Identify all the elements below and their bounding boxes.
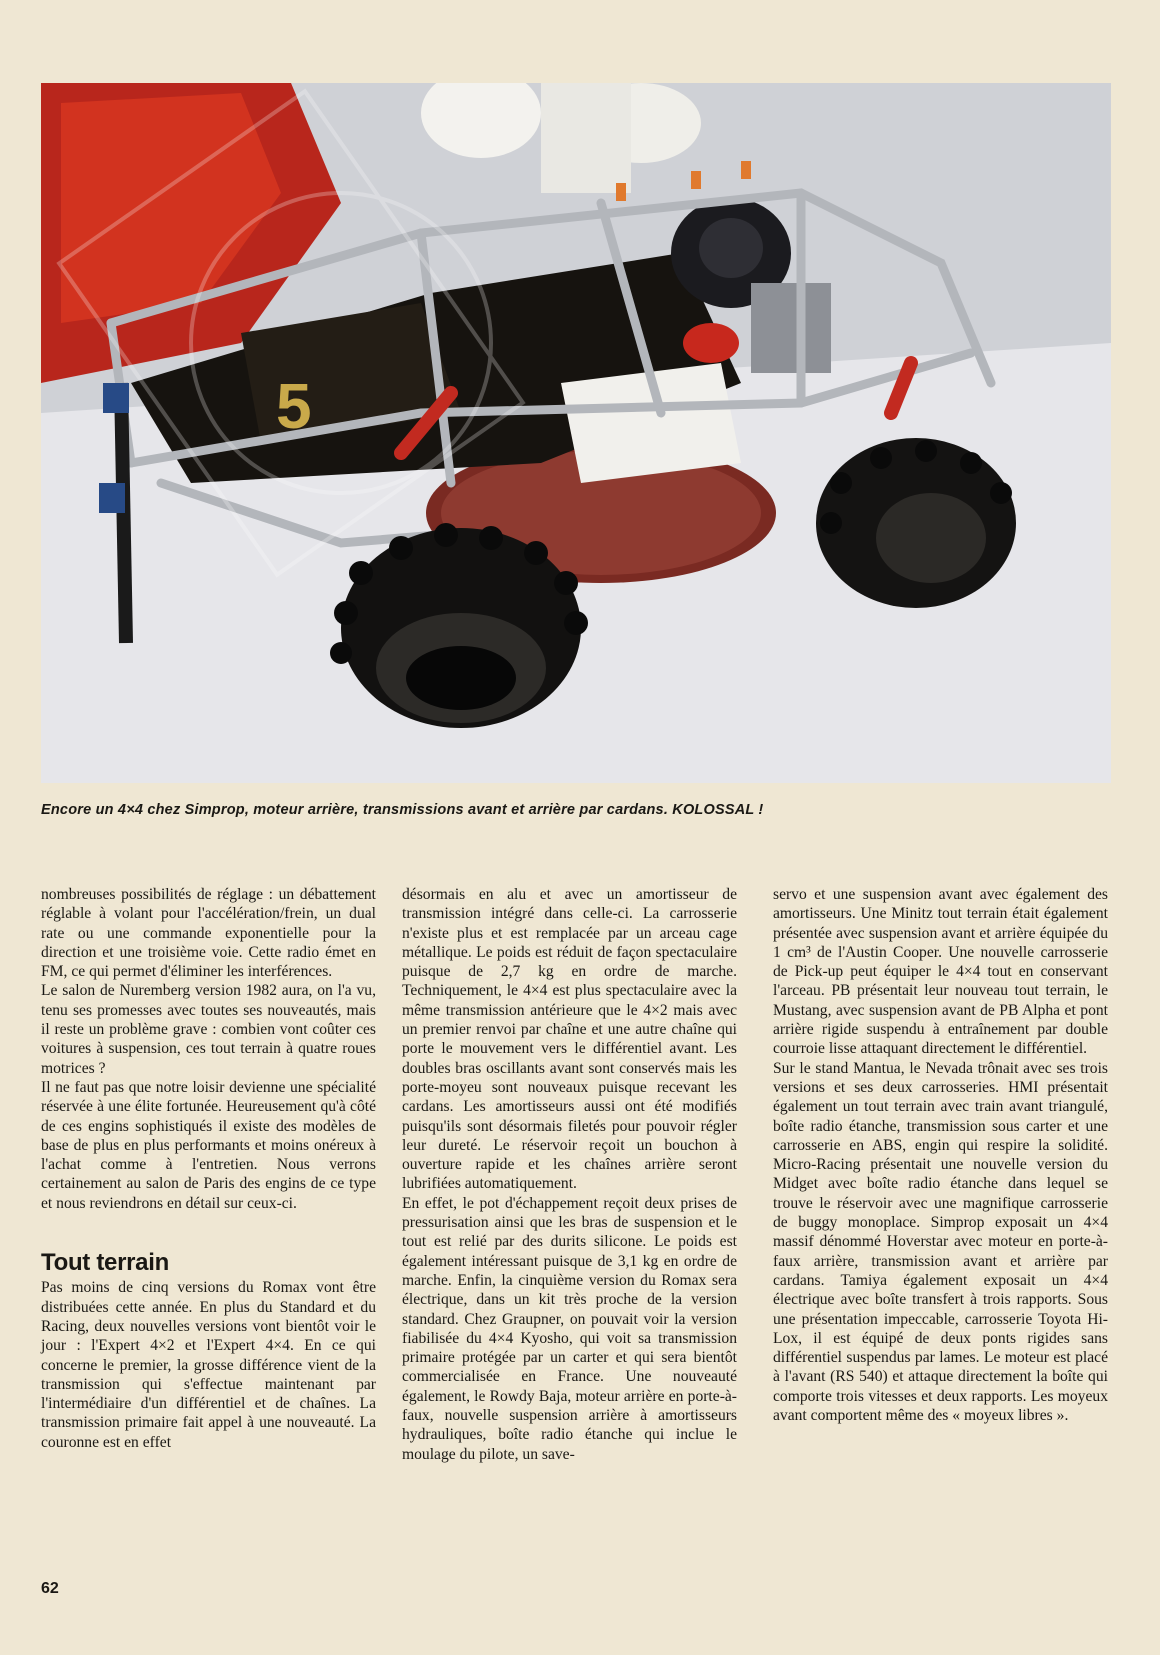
paragraph: En effet, le pot d'échappement reçoit deux prises de pressurisation ainsi que les bras de suspension et le tout est relié par des durits silicone. Le poids est également intéressant puisque de 3,1 kg en ordre de marche. Enfin, la cinquième version du Romax sera électrique, dans un kit très proche de la version standard. Chez Graupner, on pouvait voir la version fiabilisée du 4×4 Kyosho, qui voit sa transmission primaire protégée par un carter et qui sera bientôt commercialisée en France. Une nouveauté également, le Rowdy Baja, moteur arrière en porte-à-faux, nouvelle suspension arrière à amortisseurs hydrauliques, boîte radio étanche qui inclue le moulage du pilote, un save-	[402, 1194, 737, 1463]
paragraph: Pas moins de cinq versions du Romax vont être distribuées cette année. En plus du Standard et du Racing, deux nouvelles versions vont bientôt voir le jour : l'Expert 4×2 et l'Expert 4×4. En ce qui concerne le premier, la grosse différence vient de la transmission qui s'effectue maintenant par l'intermédiaire d'un différentiel et de chaînes. La transmission primaire fait appel à une nouveauté. La couronne est en effet	[41, 1279, 376, 1451]
section-heading: Tout terrain	[41, 1249, 169, 1277]
paragraph: nombreuses possibilités de réglage : un débattement réglable à volant pour l'accélération/frein, un dual rate ou une commande exponentielle pour la direction et une troisième voie. Cette radio émet en FM, ce qui permet d'éliminer les interférences.	[41, 886, 376, 981]
paragraph: désormais en alu et avec un amortisseur de transmission intégré dans celle-ci. La carrosserie n'existe plus et est remplacée par un arceau cage métallique. Le poids est réduit de façon spectaculaire puisque de 2,7 kg en ordre de marche. Techniquement, le 4×4 est plus spectaculaire avec la même transmission antérieure que le 4×2 mais avec un premier renvoi par chaîne et une autre chaîne qui porte le mouvement vers le différentiel avant. Les doubles bras oscillants avant sont conservés mais les porte-moyeu sont nouveaux puisque recevant les cardans. Les amortisseurs aussi ont été modifiés puisqu'ils sont désormais filetés pour pouvoir régler leur dureté. Le réservoir reçoit un bouchon à ouverture rapide et les chaînes arrière seront lubrifiées automatiquement.	[402, 886, 737, 1193]
paragraph: Sur le stand Mantua, le Nevada trônait avec ses trois versions et ses deux carrosseries. HMI présentait également un tout terrain avec train avant triangulé, boîte radio étanche, transmission sous carter et une carrosserie en ABS, engin qui respire la solidité. Micro-Racing présentait une nouvelle version du Midget avec boîte radio étanche dans lequel se trouve le réservoir avec une magnifique carrosserie de buggy monoplace. Simprop exposait un 4×4 massif dénommé Hoverstar avec moteur en porte-à-faux arrière, transmission avant et arrière par cardans. Tamiya également exposait un 4×4 électrique avec boîte transfert à trois rapports. Sous une présentation impeccable, carrosserie Toyota Hi-Lox, il est équipé de deux ponts rigides sans différentiel suspendus par lames. Le moteur est placé à l'avant (RS 540) et attaque directement la boîte qui comporte trois vitesses et deux rapports. Les moyeux avant comportent même des « moyeux libres ».	[773, 1059, 1108, 1425]
buggy-photo	[41, 83, 1111, 783]
text-column-3	[773, 885, 1108, 1425]
svg-text:5: 5	[276, 370, 312, 442]
rc-4x4-buggy-illustration	[41, 83, 1111, 783]
paragraph: Il ne faut pas que notre loisir devienne une spécialité réservée à une élite fortunée. Heureusement qu'à côté de ces engins sophistiqués il existe des modèles de base de plus en plus performants et moins onéreux à l'achat comme à l'entretien. Nous verrons certainement au salon de Paris des engins de ce type et nous reviendrons en détail sur ceux-ci.	[41, 1078, 376, 1212]
paragraph: Le salon de Nuremberg version 1982 aura, on l'a vu, tenu ses promesses avec toutes ses nouveautés, mais il reste un problème grave : combien vont coûter ces voitures à suspension, ces tout terrain à quatre roues motrices ?	[41, 982, 376, 1077]
paragraph: servo et une suspension avant avec également des amortisseurs. Une Minitz tout terrain était également présentée avec suspension avant et arrière équipée du 1 cm³ de l'Austin Cooper. Une nouvelle carrosserie de Pick-up peut équiper le 4×4 tout en conservant l'arceau. PB présentait leur nouveau tout terrain, le Mustang, avec suspension avant de PB Alpha et pont arrière rigide suspendu à entraînement par double courroie lisse attaquant directement le différentiel.	[773, 886, 1108, 1058]
text-column-1	[41, 885, 376, 1452]
photo-caption: Encore un 4×4 chez Simprop, moteur arrière, transmissions avant et arrière par cardans. KOLOSSAL !	[41, 802, 764, 818]
page-number: 62	[41, 1580, 59, 1597]
text-column-2	[402, 885, 737, 1464]
